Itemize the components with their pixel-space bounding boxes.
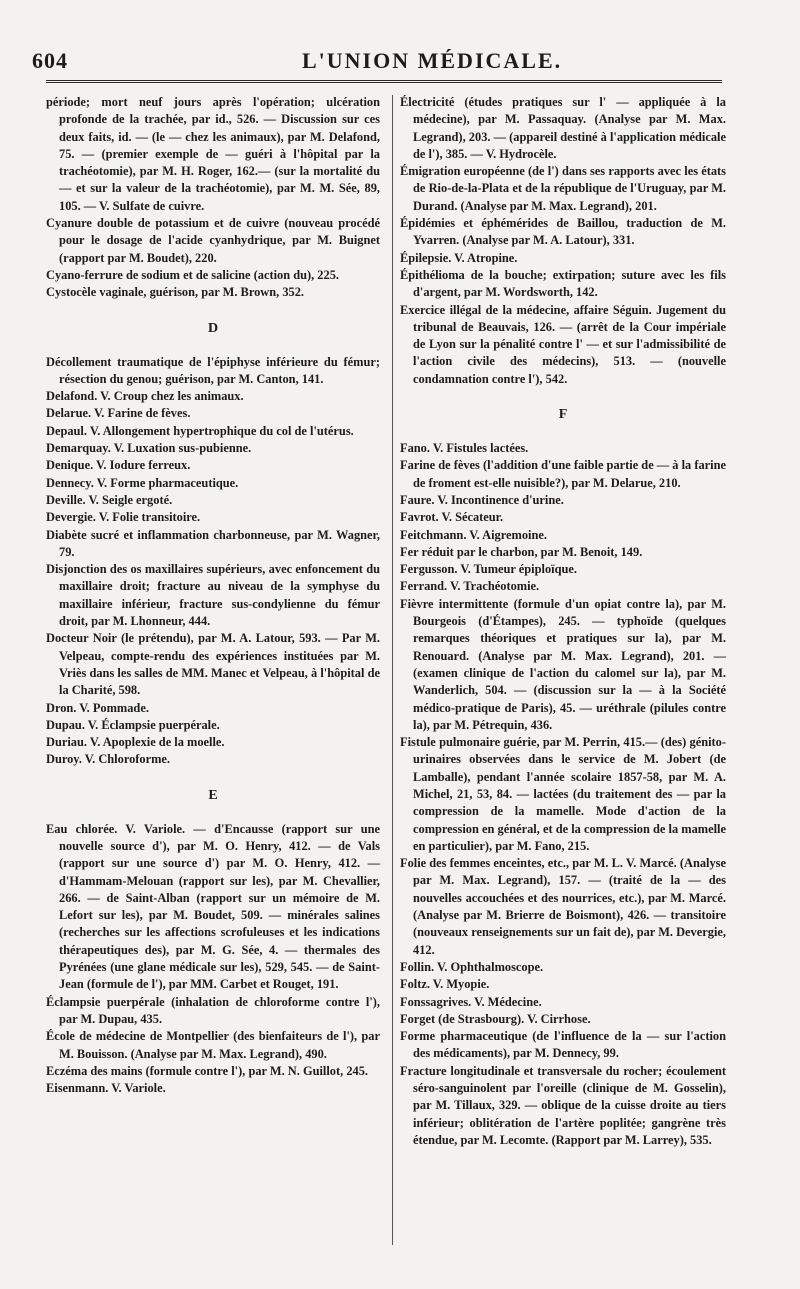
header-rule (46, 80, 722, 83)
index-entry: Épithélioma de la bouche; extirpation; suture avec les fils d'argent, par M. Wordsworth, 142. (400, 267, 726, 300)
index-entry: Dron. V. Pommade. (46, 700, 149, 715)
index-entry: Deville. V. Seigle ergoté. (46, 492, 173, 507)
running-title: L'UNION MÉDICALE. (302, 48, 563, 73)
section-letter: E (208, 787, 218, 803)
index-entry: Décollement traumatique de l'épiphyse inférieure du fémur; résection du genou; guérison, par M. Canton, 141. (46, 354, 380, 386)
page-number: 604 (32, 48, 68, 73)
index-entry: Fergusson. V. Tumeur épiploïque. (400, 562, 577, 577)
index-entry: Depaul. V. Allongement hypertrophique du col de l'utérus. (46, 423, 354, 438)
index-entry: Disjonction des os maxillaires supérieurs, avec enfoncement du maxillaire droit; fracture au niveau de la symphyse du maxillaire inférieur, fracture sus-condylienne du fémur droit, par M. Lhonneur, 444. (46, 562, 380, 629)
index-entry: Delarue. V. Farine de fèves. (46, 406, 191, 421)
index-entry: Duroy. V. Chloroforme. (46, 752, 171, 767)
page-header (32, 48, 722, 80)
index-entry: Denique. V. Iodure ferreux. (46, 458, 191, 473)
column-divider (392, 95, 393, 1245)
index-entry: Fièvre intermittente (formule d'un opiat contre la), par M. Bourgeois (d'Étampes), 245. — typhoïde (quelques remarques théoriques et pratiques sur la), par M. Renouard. (Analyse par M. Max. Legrand), 201. — (examen clinique de l'action du calomel sur la), par M. Wanderlich, 504. — (discussion sur la — à la Société médico-pratique de Paris), 45. — uréthrale (pilules contre la), par M. Pétrequin, 436. (400, 596, 726, 732)
index-entry: Fonssagrives. V. Médecine. (400, 994, 542, 1009)
index-entry: Électricité (études pratiques sur l' — appliquée à la médecine), par M. Passaquay. (Analyse par M. Max. Legrand), 203. — (appareil destiné à l'application médicale de l'), 385. — V. Hydrocèle. (400, 95, 726, 161)
left-column (46, 94, 380, 1097)
index-entry: Exercice illégal de la médecine, affaire Séguin. Jugement du tribunal de Beauvais, 126. — (arrêt de la Cour impériale de Lyon sur la pénalité contre l' — et sur l'admissibilité de l'action civile des médecins), 513. — (nouvelle condamnation contre l'), 542. (400, 302, 726, 386)
index-entry: Cyanure double de potassium et de cuivre (nouveau procédé pour le dosage de l'acide cyanhydrique, par M. Buignet (rapport par M. Boudet), 220. (46, 216, 380, 265)
index-entry: Cyano-ferrure de sodium et de salicine (action du), 225. (46, 267, 339, 282)
index-entry: Eau chlorée. V. Variole. — d'Encausse (rapport sur une nouvelle source d'), par M. O. Henry, 412. — de Vals (rapport sur une source d') par M. O. Henry, 412. — d'Hammam-Melouan (rapport sur les), par M. Chevallier, 266. — de Saint-Alban (rapport sur un mémoire de M. Lefort sur les), par M. Boudet, 509. — minérales salines (recherches sur les affections scrofuleuses et les indications thérapeutiques des), par M. G. Sée, 4. — thermales des Pyrénées (une glane médicale sur les), 529, 545. — de Saint-Jean (formule de l'), par MM. Carbet et Rouget, 191. (46, 821, 380, 992)
index-entry: Ferrand. V. Trachéotomie. (400, 579, 540, 594)
index-entry: Éclampsie puerpérale (inhalation de chloroforme contre l'), par M. Dupau, 435. (46, 994, 380, 1026)
index-entry: Farine de fèves (l'addition d'une faible partie de — à la farine de froment est-elle nuisible?), par M. Delarue, 210. (400, 458, 726, 490)
index-entry: Épilepsie. V. Atropine. (400, 250, 518, 265)
index-entry: Fer réduit par le charbon, par M. Benoit, 149. (400, 544, 643, 559)
index-entry: Demarquay. V. Luxation sus-pubienne. (46, 441, 252, 456)
index-entry: Fistule pulmonaire guérie, par M. Perrin, 415.— (des) génito-urinaires observées dans le service de M. Jobert (de Lamballe), pendant l'année scolaire 1857-58, par M. A. Michel, 21, 53, 84. — lactées (du traitement des — par la compression de la mamelle. Mode d'action de la compression en général, et de la compression de la mamelle en particulier), par M. Fano, 215. (400, 735, 726, 853)
index-entry: Diabète sucré et inflammation charbonneuse, par M. Wagner, 79. (46, 527, 380, 559)
index-entry: Docteur Noir (le prétendu), par M. A. Latour, 593. — Par M. Velpeau, compte-rendu des expériences instituées par M. Vriès dans les salles de MM. Manec et Velpeau, à l'hôpital de la Charité, 598. (46, 631, 380, 698)
index-entry: Eisenmann. V. Variole. (46, 1081, 166, 1096)
index-entry: Eczéma des mains (formule contre l'), par M. N. Guillot, 245. (46, 1063, 368, 1078)
section-letter: F (558, 407, 568, 423)
index-entry: Faure. V. Incontinence d'urine. (400, 492, 564, 507)
right-column (400, 94, 726, 1149)
index-entry: Fano. V. Fistules lactées. (400, 441, 529, 456)
index-entry: Dennecy. V. Forme pharmaceutique. (46, 475, 239, 490)
index-entry: Forget (de Strasbourg). V. Cirrhose. (400, 1011, 591, 1026)
index-entry: Forme pharmaceutique (de l'influence de la — sur l'action des médicaments), par M. Dennecy, 99. (400, 1029, 726, 1061)
index-entry: Dupau. V. Éclampsie puerpérale. (46, 717, 220, 732)
index-entry: École de médecine de Montpellier (des bienfaiteurs de l'), par M. Bouisson. (Analyse par M. Max. Legrand), 490. (46, 1029, 380, 1061)
index-entry: Feitchmann. V. Aigremoine. (400, 527, 547, 542)
index-entry: Duriau. V. Apoplexie de la moelle. (46, 735, 225, 750)
index-entry: Devergie. V. Folie transitoire. (46, 510, 201, 525)
index-entry: Cystocèle vaginale, guérison, par M. Brown, 352. (46, 285, 305, 300)
index-entry: Foltz. V. Myopie. (400, 977, 490, 992)
section-letter: D (207, 320, 219, 336)
index-entry: Émigration européenne (de l') dans ses rapports avec les états de Rio-de-la-Plata et de la république de l'Uruguay, par M. Durand. (Analyse par M. Max. Legrand), 201. (400, 164, 726, 213)
index-entry: Delafond. V. Croup chez les animaux. (46, 389, 244, 404)
index-entry: période; mort neuf jours après l'opération; ulcération profonde de la trachée, par id., 526. — Discussion sur ces deux faits, id. — (le — chez les animaux), par M. Delafond, 75. — (premier exemple de — guéri à l'hôpital par la trachéotomie), par M. H. Roger, 162.— (sur la mortalité du — et sur la valeur de la trachéotomie), par M. M. Sée, 89, 105. — V. Sulfate de cuivre. (46, 95, 380, 213)
index-entry: Épidémies et éphémérides de Baillou, traduction de M. Yvarren. (Analyse par M. A. Latour), 331. (400, 216, 726, 248)
index-entry: Fracture longitudinale et transversale du rocher; écoulement séro-sanguinolent par l'oreille (clinique de M. Gosselin), par M. Tillaux, 329. — oblique de la cuisse droite au tiers inférieur; oblitération de l'artère poplitée; gangrène très étendue, par M. Lecomte. (Rapport par M. Larrey), 535. (400, 1063, 726, 1147)
index-entry: Follin. V. Ophthalmoscope. (400, 959, 544, 974)
index-entry: Favrot. V. Sécateur. (400, 510, 504, 525)
index-entry: Folie des femmes enceintes, etc., par M. L. V. Marcé. (Analyse par M. Max. Legrand), 157. — (traité de la — des nouvelles accouchées et des nourrices, etc.), par M. Marcé. (Analyse par M. Brierre de Boismont), 426. — transitoire (nouveaux renseignements sur un fait de), par M. Devergie, 412. (400, 856, 726, 957)
